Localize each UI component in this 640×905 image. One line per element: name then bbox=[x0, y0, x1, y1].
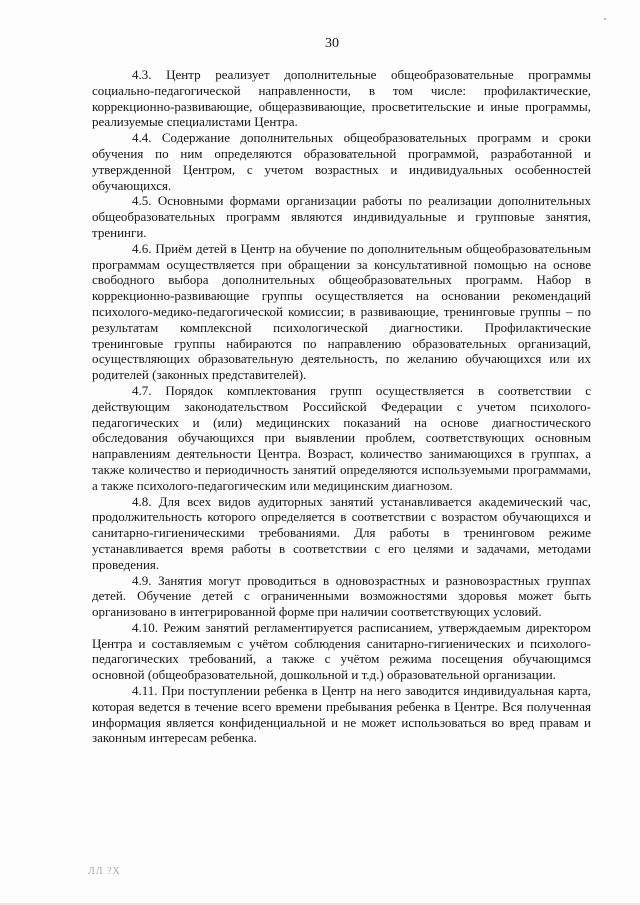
document-body bbox=[92, 67, 591, 746]
scan-speck bbox=[604, 18, 606, 20]
footer-scan-mark: ЛЛ ?Х bbox=[88, 866, 121, 877]
page-number: 30 bbox=[325, 36, 339, 51]
paragraph-4-3: 4.3. Центр реализует дополнительные общеобразовательные программы социально-педагогической направленности, в том числе: профилактические, коррекционно-развивающие, общеразвивающие, просветительские и иные программы, реализуемые специалистами Центра. bbox=[92, 67, 591, 130]
paragraph-4-4: 4.4. Содержание дополнительных общеобразовательных программ и сроки обучения по ним определяются образовательной программой, разработанной и утвержденной Центром, с учетом возрастных и индивидуальных особенностей обучающихся. bbox=[92, 130, 591, 193]
paragraph-4-9: 4.9. Занятия могут проводиться в одновозрастных и разновозрастных группах детей. Обучение детей с ограниченными возможностями здоровья может быть организовано в интегрированной форме при наличии соответствующих условий. bbox=[92, 572, 591, 620]
paragraph-4-8: 4.8. Для всех видов аудиторных занятий устанавливается академический час, продолжительность которого определяется в соответствии с возрастом обучающихся и санитарно-гигиеническими требованиями. Для работы в тренинговом режиме устанавливается время работы в соответствии с его целями и задачами, методами проведения. bbox=[92, 493, 591, 572]
paragraph-4-10: 4.10. Режим занятий регламентируется расписанием, утверждаемым директором Центра и составляемым с учётом соблюдения санитарно-гигиенических и психолого-педагогических требований, а также с учётом режима посещения обучающимся основной (общеобразовательной, дошкольной и т.д.) образовательной организации. bbox=[92, 619, 591, 683]
paragraph-4-11: 4.11. При поступлении ребенка в Центр на него заводится индивидуальная карта, которая ведется в течение всего времени пребывания ребенка в Центре. Вся полученная информация является конфиденциальной и не может использоваться во вред правам и законным интересам ребенка. bbox=[92, 683, 591, 746]
paragraph-4-5: 4.5. Основными формами организации работы по реализации дополнительных общеобразовательных программ являются индивидуальные и групповые занятия, тренинги. bbox=[92, 193, 591, 240]
paragraph-4-7: 4.7. Порядок комплектования групп осуществляется в соответствии с действующим законодательством Российской Федерации с учетом психолого-педагогических и (или) медицинских показаний на основе диагностического обследования обучающихся при выявлении проблем, соответствующих основным направлениям деятельности Центра. Возраст, количество занимающихся в группах, а также количество и периодичность занятий определяются используемыми программами, а также психолого-педагогическим или медицинским диагнозом. bbox=[92, 382, 591, 493]
paragraph-4-6: 4.6. Приём детей в Центр на обучение по дополнительным общеобразовательным программам осуществляется при обращении за консультативной помощью на основе свободного выбора дополнительных общеобразовательных программ. Набор в коррекционно-развивающие группы осуществляется на основании рекомендаций психолого-медико-педагогической комиссии; в развивающие, тренинговые группы – по результатам комплексной психологической диагностики. Профилактические тренинговые группы набираются по направлению образовательных организаций, осуществляющих образовательную деятельность, по желанию обучающихся или их родителей (законных представителей). bbox=[92, 240, 591, 383]
